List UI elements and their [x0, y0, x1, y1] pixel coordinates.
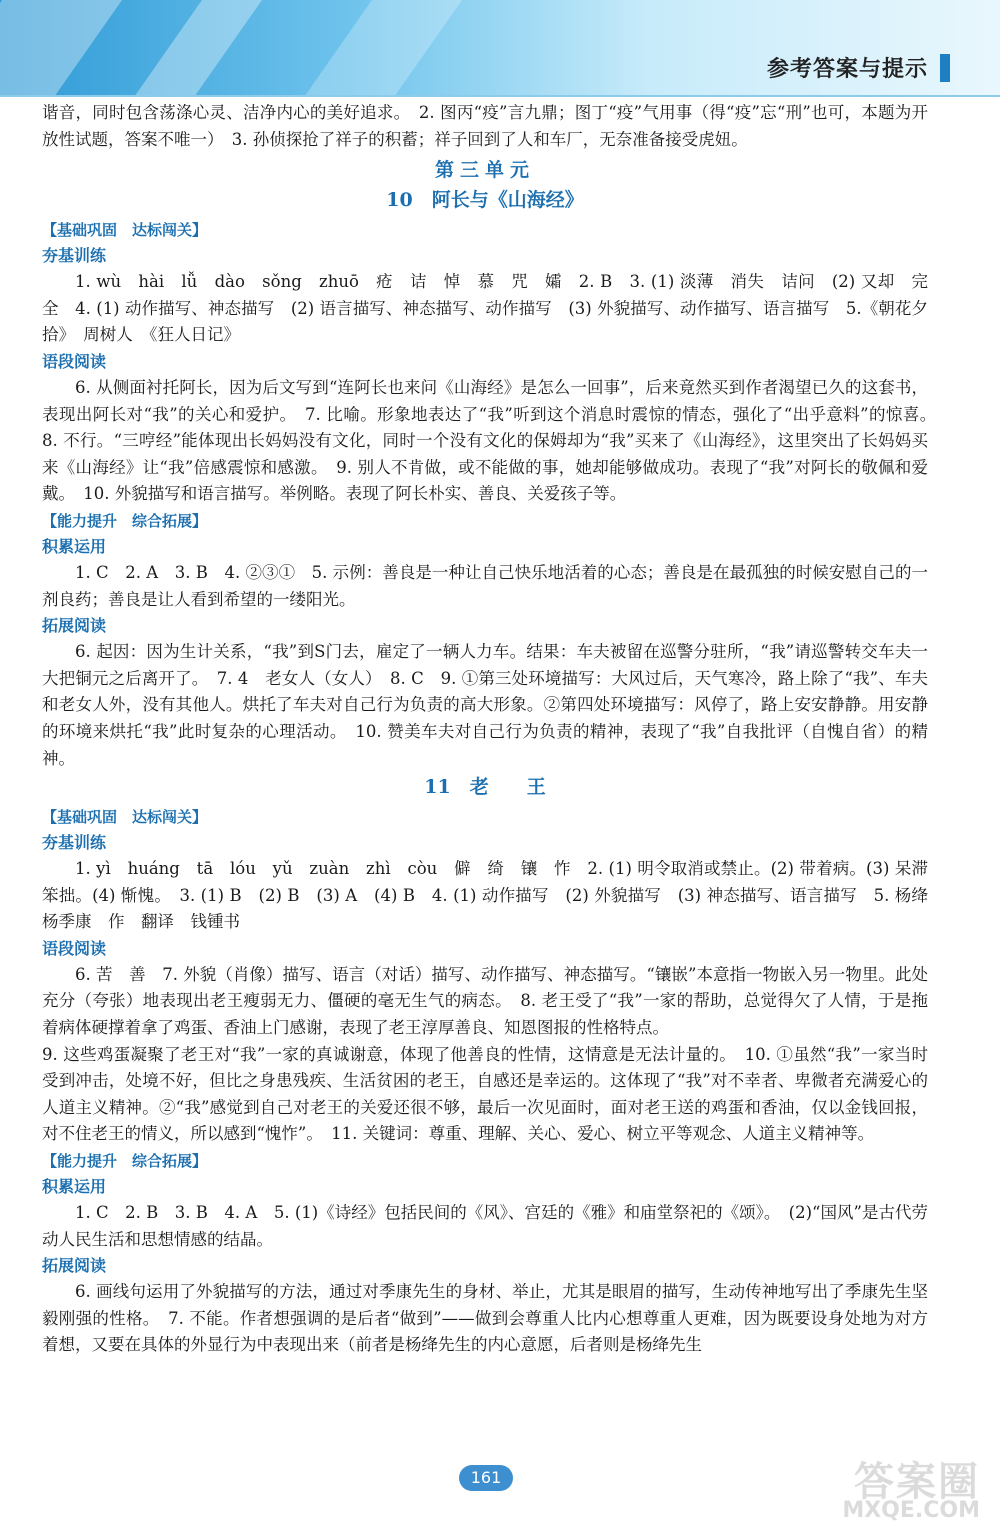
answer-paragraph: 6. 起因：因为生计关系，“我”到S门去，雇定了一辆人力车。结果：车夫被留在巡警分驻所，“我”请巡警转交车夫一大把铜元之后离开了。 7. 4 老女人（女人） 8. C 9. ①第三处环境描写：大风过后，天气寒冷，路上除了“我”、车夫和老女人外，没有其他人。烘托了车夫对自己行为负责的高大形象。②第四处环境描写：风停了，路上安安静静。用安静的环境来烘托“我”此时复杂的心理活动。 10. 赞美车夫对自己行为负责的精神，表现了“我”自我批评（自愧自省）的精神。 — [42, 642, 928, 768]
subsection-heading: 拓展阅读 — [42, 1256, 107, 1276]
subsection-heading: 夯基训练 — [42, 833, 107, 853]
watermark-logo — [806, 1450, 986, 1530]
section-tag: 【基础巩固 达标闯关】 — [42, 808, 208, 827]
lesson-11-title: 11 老 王 — [424, 776, 546, 799]
answer-paragraph: 1. wù hài lǚ dào sǒng zhuō 疮 诘 悼 慕 咒 孀 2. B 3. (1) 淡薄 消失 诘问 (2) 又却 完全 4. (1) 动作描写、神态描写 (2) 语言描写、神态描写、动作描写 (3) 外貌描写、动作描写、语言描写 5.《朝花夕拾》 周树人 《狂人日记》 — [42, 272, 928, 345]
section-tag: 【基础巩固 达标闯关】 — [42, 221, 208, 240]
subsection-heading: 夯基训练 — [42, 246, 107, 266]
unit-title: 第三单元 — [434, 159, 535, 182]
answer-content — [42, 100, 945, 1359]
answer-paragraph: 1. yì huáng tā lóu yǔ zuàn zhì còu 僻 绮 镶 怍 2. (1) 明令取消或禁止。(2) 带着病。(3) 呆滞笨拙。(4) 惭愧。 3. (1) B (2) B (3) A (4) B 4. (1) 动作描写 (2) 外貌描写 (3) 神态描写、语言描写 5. 杨绛 杨季康 作 翻译 钱锺书 — [42, 859, 945, 932]
answer-paragraph: 1. C 2. B 3. B 4. A 5. (1)《诗经》包括民间的《风》、宫廷的《雅》和庙堂祭祀的《颂》。 (2)“国风”是古代劳动人民生活和思想情感的结晶。 — [42, 1203, 928, 1249]
lesson-10-title: 10 阿长与《山海经》 — [386, 189, 584, 212]
intro-paragraph: 谐音，同时包含荡涤心灵、洁净内心的美好追求。 2. 图丙“疫”言九鼎；图丁“疫”气用事（得“疫”忘“刑”也可，本题为开放性试题，答案不唯一） 3. 孙侦探抢了祥子的积蓄；祥子回到了人和车厂，无奈准备接受虎妞。 — [42, 103, 928, 149]
header-divider — [0, 95, 1000, 97]
subsection-heading: 语段阅读 — [42, 938, 107, 958]
answer-paragraph: 6. 苦 善 7. 外貌（肖像）描写、语言（对话）描写、动作描写、神态描写。“镶嵌”本意指一物嵌入另一物里。此处充分（夸张）地表现出老王瘦弱无力、僵硬的毫无生气的病态。 8. 老王受了“我”一家的帮助，总觉得欠了人情，于是拖着病体硬撑着拿了鸡蛋、香油上门感谢，表现了老王淳厚善良、知恩图报的性格特点。 — [42, 964, 928, 1038]
header-title: 参考答案与提示 — [766, 57, 928, 82]
answer-paragraph: 6. 从侧面衬托阿长，因为后文写到“连阿长也来问《山海经》是怎么一回事”，后来竟然买到作者渴望已久的这套书，表现出阿长对“我”的关心和爱护。 7. 比喻。形象地表达了“我”听到这个消息时震惊的情态，强化了“出乎意料”的惊喜。 8. 不行。“三哼经”能体现出长妈妈没有文化，同时一个没有文化的保姆却为“我”买来了《山海经》，这里突出了长妈妈买来《山海经》让“我”倍感震惊和感激。 9. 别人不肯做，或不能做的事，她却能够做成功。表现了“我”对阿长的敬佩和爱戴。 10. 外貌描写和语言描写。举例略。表现了阿长朴实、善良、关爱孩子等。 — [42, 377, 945, 504]
answer-paragraph: 1. C 2. A 3. B 4. ②③① 5. 示例：善良是一种让自己快乐地活着的心态；善良是在最孤独的时候安慰自己的一剂良药；善良是让人看到希望的一缕阳光。 — [42, 562, 928, 609]
header-banner — [0, 0, 1000, 95]
subsection-heading: 积累运用 — [42, 536, 107, 556]
page-number: 161 — [459, 1465, 513, 1491]
section-tag: 【能力提升 综合拓展】 — [42, 1152, 208, 1171]
watermark-url: MXQE.COM — [842, 1498, 980, 1523]
subsection-heading: 拓展阅读 — [42, 616, 107, 636]
answer-paragraph: 9. 这些鸡蛋凝聚了老王对“我”一家的真诚谢意，体现了他善良的性情，这情意是无法计量的。 10. ①虽然“我”一家当时受到冲击，处境不好，但比之身患残疾、生活贫困的老王，自感还是幸运的。这体现了“我”对不幸者、卑微者充满爱心的人道主义精神。②“我”感觉到自己对老王的关爱还很不够，最后一次见面时，面对老王送的鸡蛋和香油，仅以金钱回报，对不住老王的情义，所以感到“愧怍”。 11. 关键词：尊重、理解、关心、爱心、树立平等观念、人道主义精神等。 — [42, 1044, 928, 1144]
answer-paragraph: 6. 画线句运用了外貌描写的方法，通过对季康先生的身材、举止，尤其是眼眉的描写，生动传神地写出了季康先生坚毅刚强的性格。 7. 不能。作者想强调的是后者“做到”——做到会尊重人比内心想尊重人更难，因为既要设身处地为对方着想，又要在具体的外显行为中表现出来（前者是杨绛先生的内心意愿，后者则是杨绛先生 — [42, 1282, 928, 1355]
header-title-marker — [940, 54, 950, 82]
watermark-text: 答案圈 — [854, 1459, 980, 1505]
section-tag: 【能力提升 综合拓展】 — [42, 511, 208, 530]
subsection-heading: 积累运用 — [42, 1177, 107, 1197]
subsection-heading: 语段阅读 — [42, 351, 107, 371]
